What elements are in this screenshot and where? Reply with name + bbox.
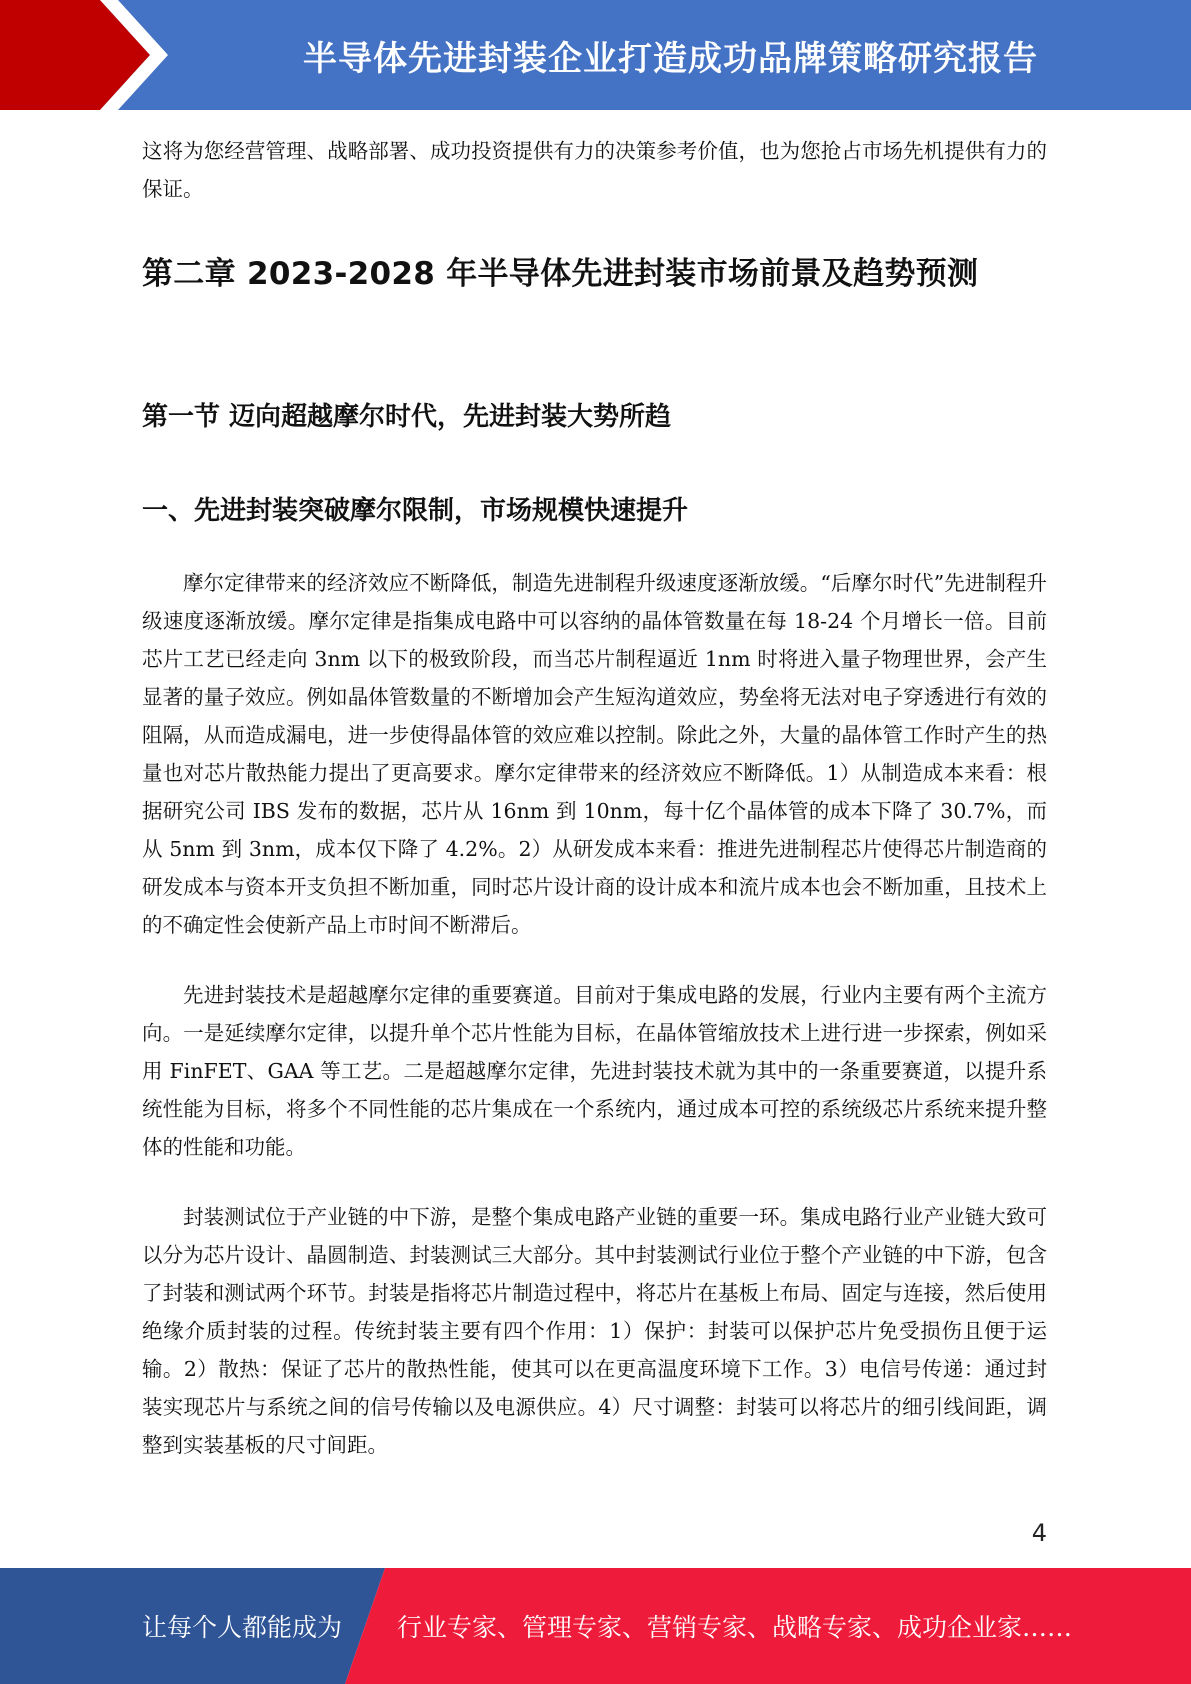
chapter-title: 第二章 2023-2028 年半导体先进封装市场前景及趋势预测 xyxy=(142,256,979,292)
body-paragraph-1-block xyxy=(142,564,1047,944)
section-title: 第一节 迈向超越摩尔时代，先进封装大势所趋 xyxy=(142,402,672,432)
body-paragraph: 摩尔定律带来的经济效应不断降低，制造先进制程升级速度逐渐放缓。“后摩尔时代”先进制程升级速度逐渐放缓。摩尔定律是指集成电路中可以容纳的晶体管数量在每 18-24 个月增长一倍。目前芯片工艺已经走向 3nm 以下的极致阶段，而当芯片制程逼近 1nm 时将进入量子物理世界，会产生显著的量子效应。例如晶体管数量的不断增加会产生短沟道效应，势垒将无法对电子穿透进行有效的阻隔，从而造成漏电，进一步使得晶体管的效应难以控制。除此之外，大量的晶体管工作时产生的热量也对芯片散热能力提出了更高要求。摩尔定律带来的经济效应不断降低。1）从制造成本来看：根据研究公司 IBS 发布的数据，芯片从 16nm 到 10nm，每十亿个晶体管的成本下降了 30.7%，而从 5nm 到 3nm，成本仅下降了 4.2%。2）从研发成本来看：推进先进制程芯片使得芯片制造商的研发成本与资本开支负担不断加重，同时芯片设计商的设计成本和流片成本也会不断加重，且技术上的不确定性会使新产品上市时间不断滞后。 xyxy=(142,571,1047,937)
body-paragraph: 封装测试位于产业链的中下游，是整个集成电路产业链的重要一环。集成电路行业产业链大致可以分为芯片设计、晶圆制造、封装测试三大部分。其中封装测试行业位于整个产业链的中下游，包含了封装和测试两个环节。封装是指将芯片制造过程中，将芯片在基板上布局、固定与连接，然后使用绝缘介质封装的过程。传统封装主要有四个作用：1）保护：封装可以保护芯片免受损伤且便于运输。2）散热：保证了芯片的散热性能，使其可以在更高温度环境下工作。3）电信号传递：通过封装实现芯片与系统之间的信号传输以及电源供应。4）尺寸调整：封装可以将芯片的细引线间距，调整到实装基板的尺寸间距。 xyxy=(142,1205,1047,1457)
subsection-title: 一、先进封装突破摩尔限制，市场规模快速提升 xyxy=(142,496,689,526)
page-footer xyxy=(0,1568,1191,1684)
page-header xyxy=(0,0,1191,110)
page-number: 4 xyxy=(1031,1519,1047,1547)
body-paragraph-3-block xyxy=(142,1198,1047,1464)
body-paragraph: 先进封装技术是超越摩尔定律的重要赛道。目前对于集成电路的发展，行业内主要有两个主流方向。一是延续摩尔定律，以提升单个芯片性能为目标，在晶体管缩放技术上进行进一步探索，例如采用 FinFET、GAA 等工艺。二是超越摩尔定律，先进封装技术就为其中的一条重要赛道，以提升系统性能为目标，将多个不同性能的芯片集成在一个系统内，通过成本可控的系统级芯片系统来提升整体的性能和功能。 xyxy=(142,983,1047,1159)
footer-slogan-right: 行业专家、管理专家、营销专家、战略专家、成功企业家…… xyxy=(397,1613,1073,1642)
intro-block xyxy=(142,132,1047,208)
report-title: 半导体先进封装企业打造成功品牌策略研究报告 xyxy=(303,38,1038,79)
footer-slogan-left: 让每个人都能成为 xyxy=(142,1613,343,1642)
intro-paragraph: 这将为您经营管理、战略部署、成功投资提供有力的决策参考价值，也为您抢占市场先机提供有力的保证。 xyxy=(142,139,1047,201)
body-paragraph-2-block xyxy=(142,976,1047,1166)
